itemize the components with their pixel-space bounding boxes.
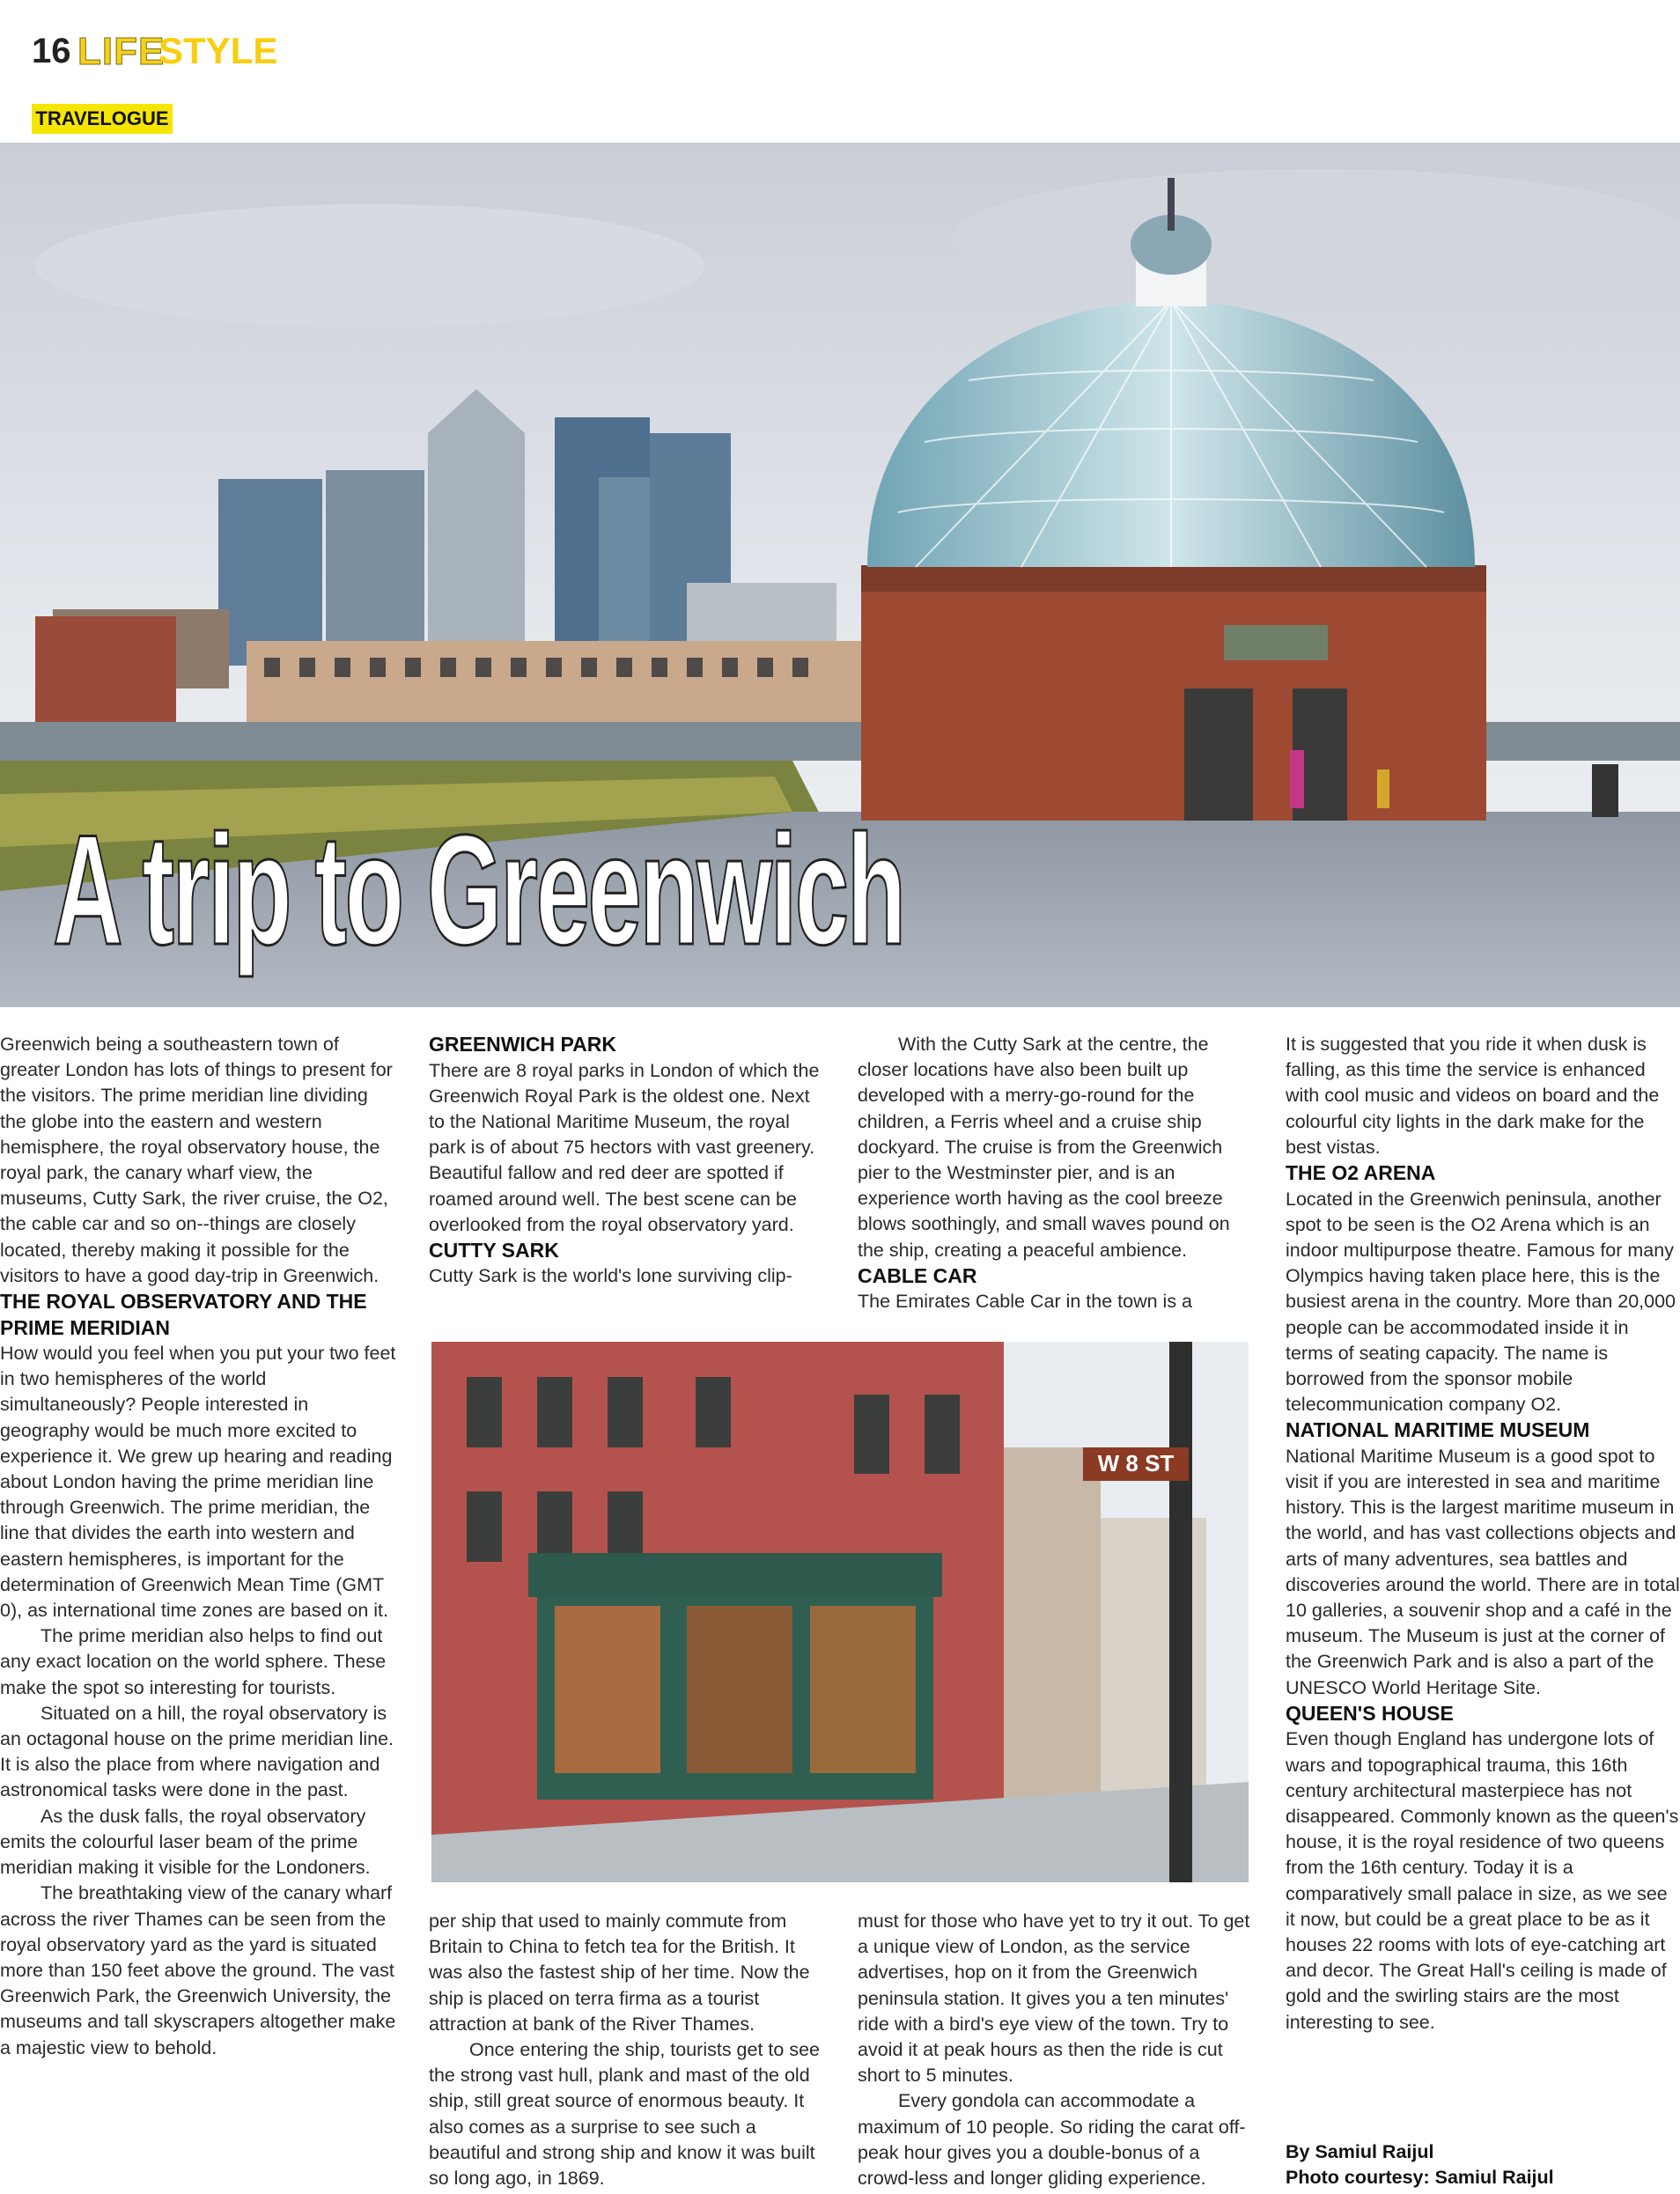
col4-paragraph-2: Located in the Greenwich peninsula, another spot to be seen is the O2 Arena which is an indoor multipurpose theatre. Famous for many Olympics having taken place here, this is the busiest arena in the country. More than 20,000 people can be accommodated inside it in terms of seating capacity. The name is borrowed from the sponsor mobile telecommunication company O2. [1286,1188,1676,1416]
col1-paragraph-5: As the dusk falls, the royal observatory emits the colourful laser beam of the prime meridian making it visible for the Londoners. [0,1805,371,1879]
col4-paragraph-1: It is suggested that you ride it when dusk is falling, as this time the service is enhanced with cool music and videos on board and the colourful city lights in the dark make for the best vistas. [1286,1034,1660,1158]
column-4 [1286,1032,1680,2036]
street-corner-illustration [431,1342,1249,1882]
col4-paragraph-3: National Maritime Museum is a good spot to visit if you are interested in sea and maritime history. This is the largest maritime museum in the world, and has vast collections objects and arts of many adventures, sea battles and discoveries around the world. There are in total 10 galleries, a souvenir shop and a café in the museum. The Museum is just at the corner of the Greenwich Park and is also a part of the UNESCO World Heritage Site. [1286,1445,1680,1698]
heading-greenwich-park: GREENWICH PARK [429,1033,616,1056]
headline: A trip to Greenwich [53,802,904,977]
column-3-top [858,1032,1254,1315]
col3-paragraph-3: must for those who have yet to try it out. To get a unique view of London, as the service advertises, hop on it from the Greenwich peninsula station. It gives you a ten minutes' ride with a bird's eye view of the town. Try to avoid it at peak hours as then the ride is cut short to 5 minutes. [858,1911,1250,2087]
col1-paragraph-4: Situated on a hill, the royal observatory is an octagonal house on the prime meridian line. It is also the place from where navigation and astronomical tasks were done in the past. [0,1702,394,1801]
column-2-bottom [429,1909,825,2191]
street-corner-photo [431,1342,1249,1882]
column-1 [0,1032,396,2061]
photo-credit: Photo courtesy: Samiul Raijul [1286,2167,1554,2188]
heading-royal-observatory: THE ROYAL OBSERVATORY AND THE PRIME MERIDIAN [0,1290,367,1339]
heading-queens-house: QUEEN'S HOUSE [1286,1701,1454,1725]
col2-paragraph-1: There are 8 royal parks in London of which the Greenwich Royal Park is the oldest one. Next to the National Maritime Museum, the royal park is of about 75 hectors with vast greenery. Beautiful fallow and red deer are spotted if roamed around well. The best scene can be overlooked from the royal observatory yard. [429,1059,820,1235]
col2-paragraph-2: Cutty Sark is the world's lone surviving clip- [429,1265,792,1287]
section-tag: TRAVELOGUE [32,104,173,134]
byline: By Samiul Raijul [1286,2141,1434,2162]
column-3-bottom [858,1909,1254,2191]
col1-paragraph-2: How would you feel when you put your two feet in two hemispheres of the world simultaneously? People interested in geography would be much more excited to experience it. We grew up hearing and reading about London having the prime meridian line through Greenwich. The prime meridian, the line that divides the earth into western and eastern hemispheres, is important for the determination of Greenwich Mean Time (GMT 0), as international time zones are based on it. [0,1343,396,1622]
col2-paragraph-3: per ship that used to mainly commute from Britain to China to fetch tea for the British. It was also the fastest ship of her time. Now the ship is placed on terra firma as a tourist attraction at bank of the River Thames. [429,1911,810,2035]
brand-style: STYLE [158,30,278,71]
page-number: 16 [32,32,71,70]
col1-paragraph-3: The prime meridian also helps to find out any exact location on the world sphere. These make the spot so interesting for tourists. [0,1625,387,1698]
street-sign-text: W 8 ST [1097,1450,1175,1476]
col3-paragraph-2: The Emirates Cable Car in the town is a [858,1291,1192,1313]
col1-paragraph-1: Greenwich being a southeastern town of greater London has lots of things to present for the visitors. The prime meridian line dividing the globe into the eastern and western hemisphere, the royal observatory house, the royal park, the canary wharf view, the museums, Cutty Sark, the river cruise, the O2, the cable car and so on--things are closely located, thereby making it possible for the visitors to have a good day-trip in Greenwich. [0,1034,393,1286]
heading-maritime-museum: NATIONAL MARITIME MUSEUM [1286,1418,1590,1442]
brand-life: LIFE [77,30,166,73]
col1-paragraph-6: The breathtaking view of the canary wharf across the river Thames can be seen from the royal observatory yard as the yard is situated more than 150 feet above the ground. The vast Greenwich Park, the Greenwich University, the museums and tall skyscrapers altogether make a majestic view to behold. [0,1882,396,2058]
col3-paragraph-4: Every gondola can accommodate a maximum of 10 people. So riding the carat off-peak hour gives you a double-bonus of a crowd-less and longer gliding experience. [858,2090,1246,2190]
heading-o2-arena: THE O2 ARENA [1286,1161,1436,1185]
heading-cutty-sark: CUTTY SARK [429,1238,559,1262]
col3-paragraph-1: With the Cutty Sark at the centre, the closer locations have also been built up developed with a merry-go-round for the children, a Ferris wheel and a cruise ship dockyard. The cruise is from the Greenwich pier to the Westminster pier, and is an experience worth having as the cool breeze blows soothingly, and small waves pound on the ship, creating a peaceful ambience. [858,1034,1230,1261]
col4-paragraph-4: Even though England has undergone lots of wars and topographical trauma, this 16th century architectural masterpiece has not disappeared. Commonly known as the queen's house, it is the royal residence of two queens from the 16th century. Today it is a comparatively small palace in size, as we see it now, but could be a great place to be as it houses 22 rooms with lots of eye-catching art and decor. The Great Hall's ceiling is made of gold and the swirling stairs are the most interesting to see. [1286,1728,1679,2033]
heading-cable-car: CABLE CAR [858,1263,977,1287]
column-2-top [429,1032,825,1290]
col2-paragraph-4: Once entering the ship, tourists get to see the strong vast hull, plank and mast of the old ship, still great source of enormous beauty. It also comes as a surprise to see such a beautiful and strong ship and know it was built so long ago, in 1869. [429,2039,820,2190]
